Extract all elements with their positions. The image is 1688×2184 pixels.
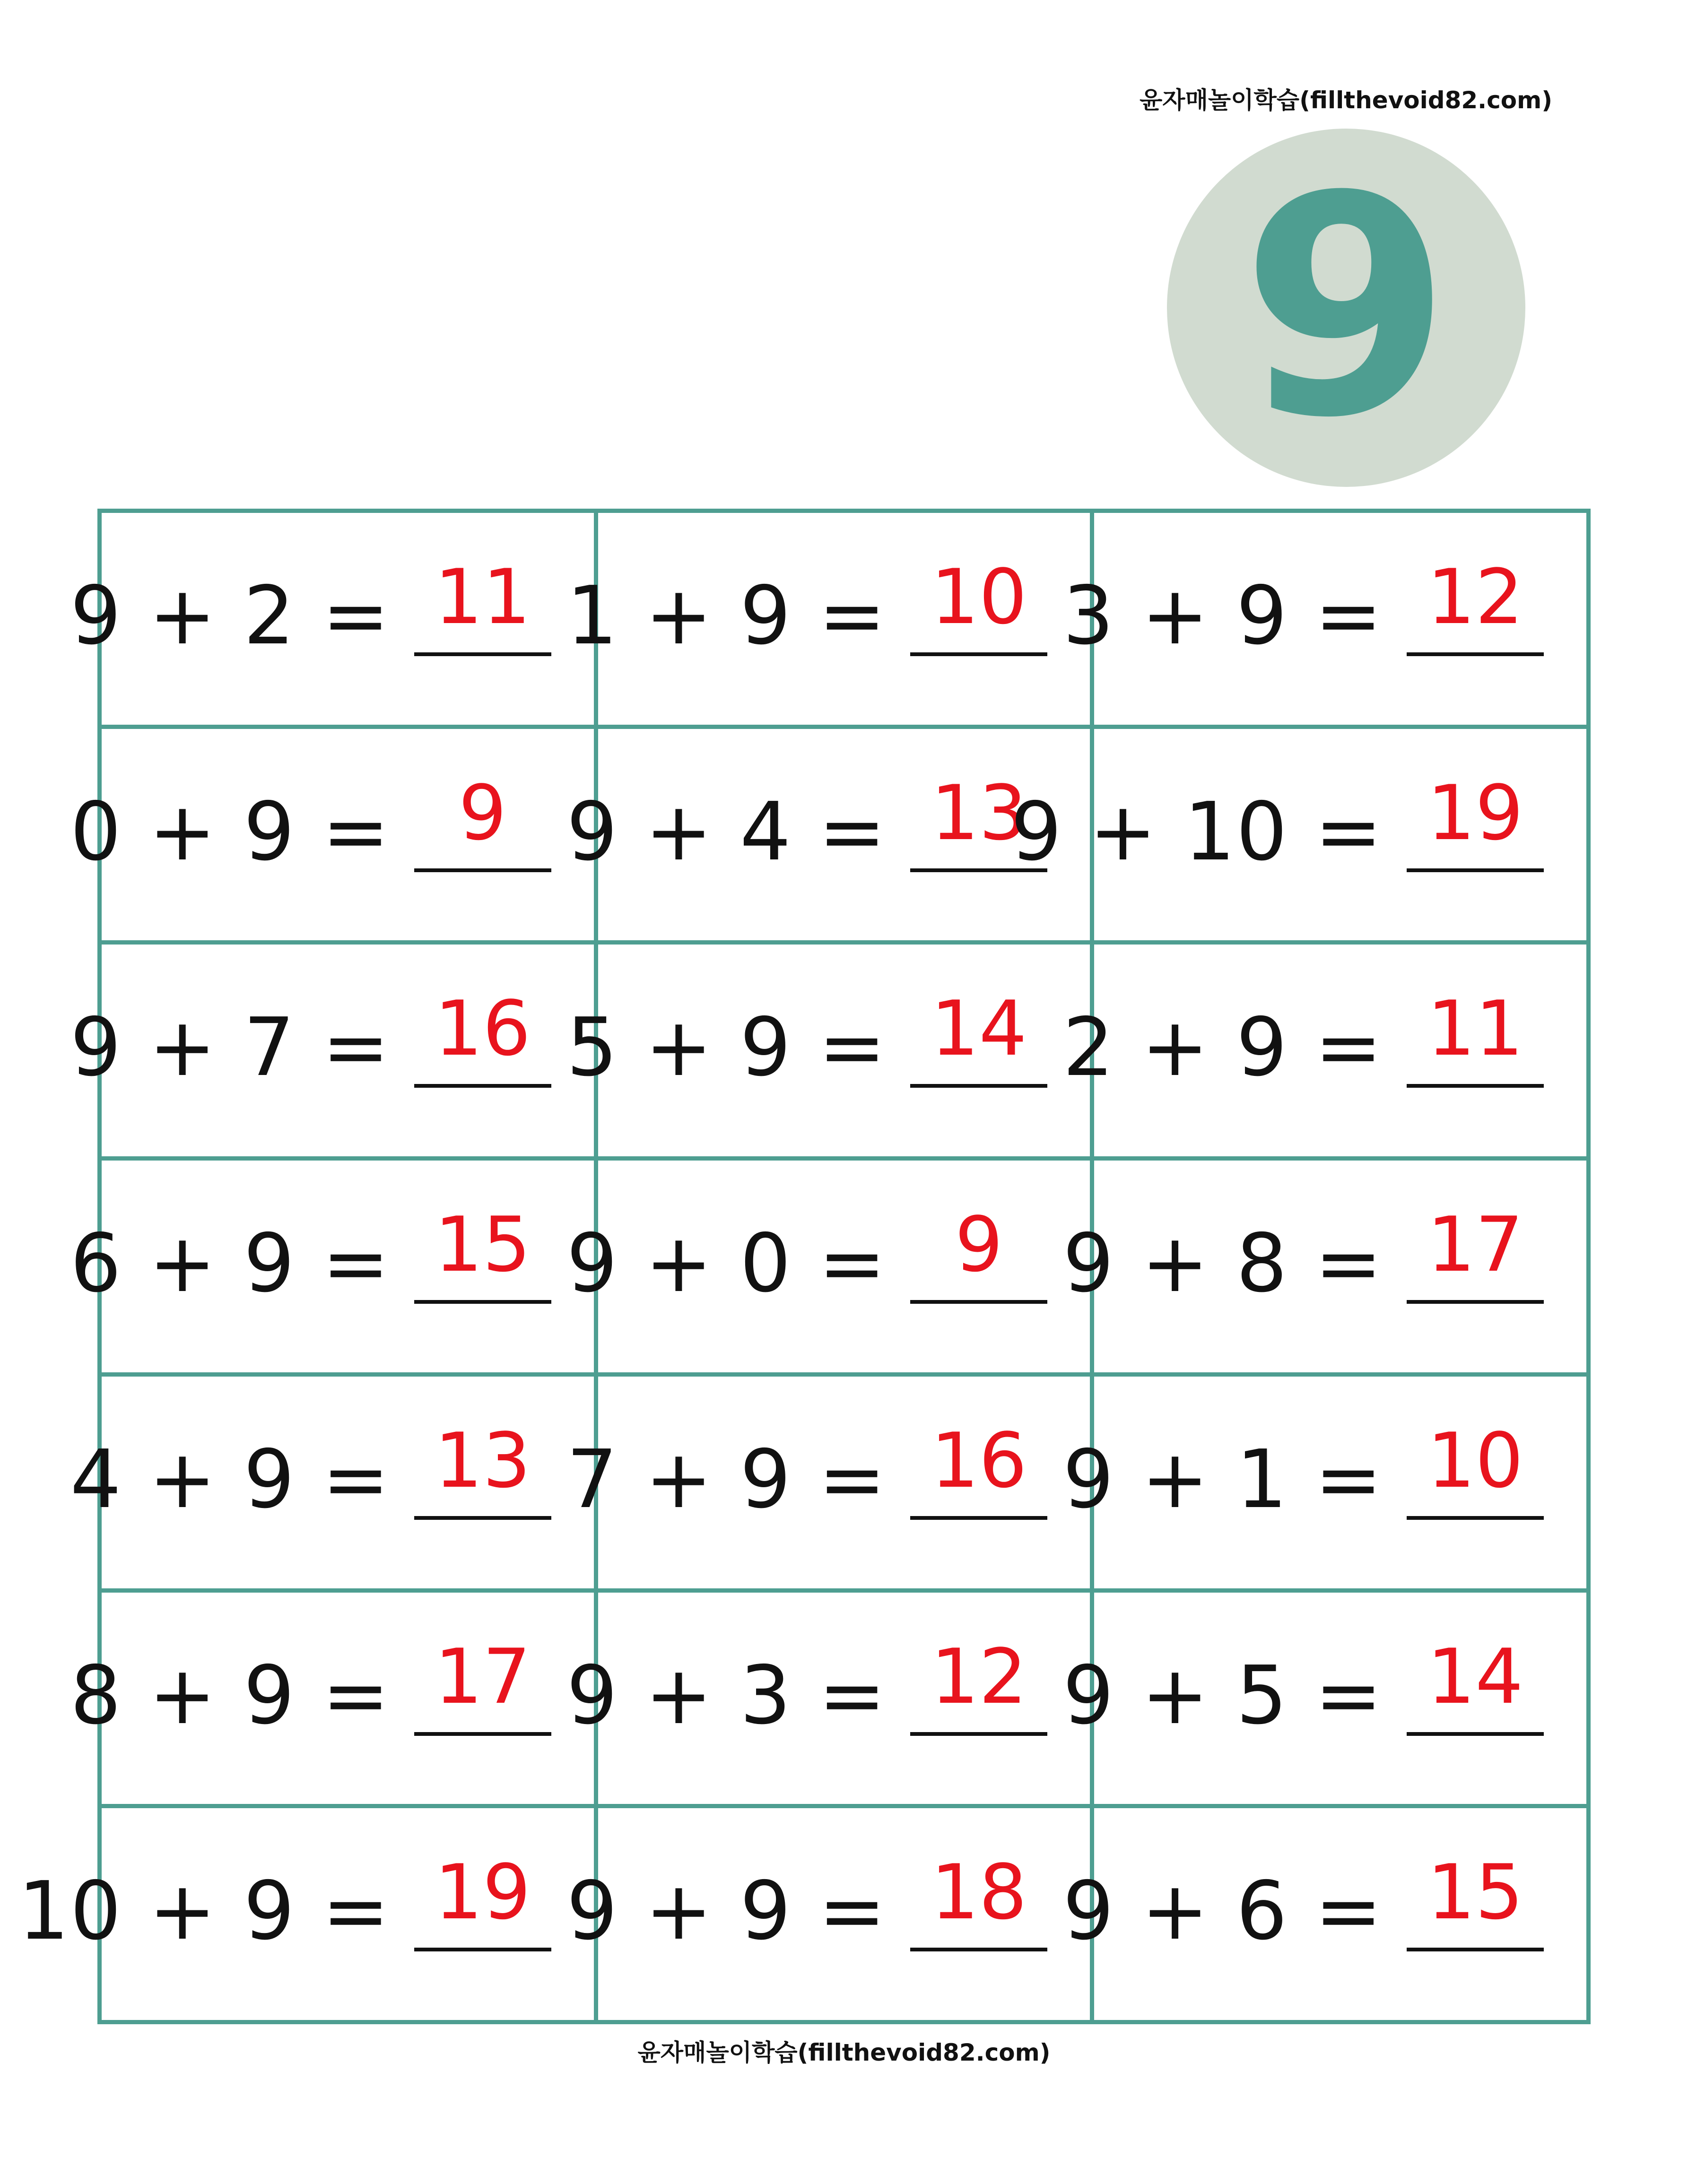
problem-cell	[70, 729, 594, 941]
answer-text: 12	[931, 1632, 1027, 1721]
problem-grid	[18, 509, 1591, 2024]
problem-text: 9 + 9 =	[566, 1864, 887, 1959]
problem-cell	[1062, 945, 1586, 1156]
problem-text: 9 + 8 =	[1062, 1217, 1383, 1311]
problem-cell	[1062, 513, 1586, 725]
badge-digit: 9	[1241, 131, 1452, 484]
answer-blank-line	[1407, 1084, 1544, 1088]
answer-text: 15	[1427, 1848, 1523, 1937]
answer-blank-line	[1407, 868, 1544, 872]
problem-cell	[566, 1593, 1090, 1804]
problem-cell	[70, 1593, 594, 1804]
answer-text: 11	[1427, 984, 1523, 1073]
answer-text: 10	[931, 553, 1027, 641]
answer-text: 16	[434, 984, 531, 1073]
answer-text: 13	[931, 768, 1027, 857]
answer-blank-line	[414, 1516, 551, 1520]
problem-cell	[566, 513, 1090, 725]
problem-text: 9 + 7 =	[70, 1001, 391, 1095]
answer-blank-line	[414, 868, 551, 872]
problem-cell	[566, 945, 1090, 1156]
footer-credit: 윤자매놀이학습(fillthevoid82.com)	[637, 2039, 1051, 2066]
answer-blank-line	[910, 1300, 1047, 1304]
problem-text: 1 + 9 =	[566, 569, 887, 663]
problem-text: 9 + 4 =	[566, 785, 887, 879]
problem-text: 0 + 9 =	[70, 785, 391, 879]
problem-cell	[1062, 1161, 1586, 1372]
problem-cell	[566, 1161, 1090, 1372]
problem-text: 5 + 9 =	[566, 1001, 887, 1095]
problem-text: 9 + 1 =	[1062, 1432, 1383, 1526]
problem-cell	[1062, 1377, 1586, 1588]
problem-cell	[1062, 1808, 1586, 2020]
problem-cell	[70, 945, 594, 1156]
answer-blank-line	[414, 1084, 551, 1088]
problem-text: 6 + 9 =	[70, 1217, 391, 1311]
answer-blank-line	[1407, 652, 1544, 656]
answer-blank-line	[910, 1516, 1047, 1520]
answer-text: 16	[931, 1416, 1027, 1505]
answer-text: 19	[1427, 768, 1523, 857]
problem-text: 10 + 9 =	[18, 1864, 391, 1959]
answer-text: 17	[434, 1632, 531, 1721]
answer-blank-line	[414, 1300, 551, 1304]
answer-text: 10	[1427, 1416, 1523, 1505]
answer-text: 14	[931, 984, 1027, 1073]
problem-cell	[566, 1377, 1090, 1588]
badge-svg	[1167, 129, 1525, 487]
answer-blank-line	[414, 652, 551, 656]
answer-text: 19	[434, 1848, 531, 1937]
answer-blank-line	[910, 1084, 1047, 1088]
answer-blank-line	[1407, 1732, 1544, 1736]
problem-cell	[566, 1808, 1090, 2020]
problem-text: 9 + 2 =	[70, 569, 391, 663]
answer-blank-line	[910, 652, 1047, 656]
answer-blank-line	[1407, 1300, 1544, 1304]
answer-text: 18	[931, 1848, 1027, 1937]
answer-blank-line	[414, 1732, 551, 1736]
answer-text: 12	[1427, 553, 1523, 641]
answer-text: 14	[1427, 1632, 1523, 1721]
problem-text: 2 + 9 =	[1062, 1001, 1383, 1095]
problem-cell	[1010, 729, 1586, 941]
problem-text: 9 + 3 =	[566, 1648, 887, 1742]
answer-text: 9	[458, 768, 507, 857]
problem-cell	[70, 513, 594, 725]
answer-blank-line	[910, 1732, 1047, 1736]
answer-blank-line	[1407, 1948, 1544, 1951]
answer-text: 17	[1427, 1200, 1523, 1289]
problem-cell	[18, 1808, 594, 2020]
problem-text: 8 + 9 =	[70, 1648, 391, 1742]
problem-text: 7 + 9 =	[566, 1432, 887, 1526]
answer-blank-line	[910, 1948, 1047, 1951]
answer-blank-line	[414, 1948, 551, 1951]
problem-text: 9 + 6 =	[1062, 1864, 1383, 1959]
header-credit: 윤자매놀이학습(fillthevoid82.com)	[1140, 87, 1553, 114]
problem-text: 9 + 10 =	[1010, 785, 1383, 879]
problem-text: 3 + 9 =	[1062, 569, 1383, 663]
answer-text: 11	[434, 553, 531, 641]
problem-text: 9 + 5 =	[1062, 1648, 1383, 1742]
answer-text: 9	[955, 1200, 1003, 1289]
answer-text: 15	[434, 1200, 531, 1289]
number-badge	[1167, 129, 1525, 487]
problem-cell	[70, 1377, 594, 1588]
problem-text: 9 + 0 =	[566, 1217, 887, 1311]
problem-cell	[1062, 1593, 1586, 1804]
problem-text: 4 + 9 =	[70, 1432, 391, 1526]
answer-text: 13	[434, 1416, 531, 1505]
problem-cell	[70, 1161, 594, 1372]
answer-blank-line	[1407, 1516, 1544, 1520]
